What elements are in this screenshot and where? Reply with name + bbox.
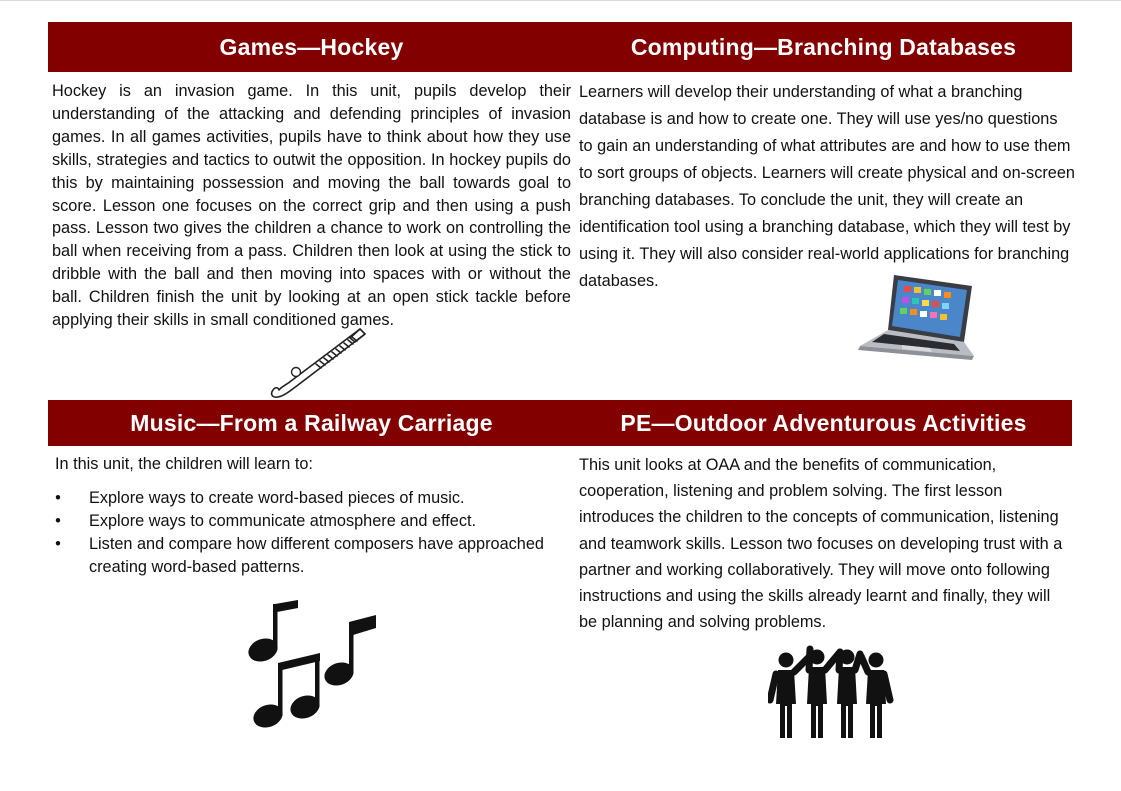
list-item [52, 510, 572, 533]
music-title: Music—From a Railway Carriage [130, 409, 493, 436]
bullet: • [55, 489, 61, 507]
list-item-text: Listen and compare how different composers have approached creating word-based patterns. [89, 535, 544, 576]
bullet: • [55, 512, 61, 530]
list-item-text: Explore ways to create word-based pieces of music. [89, 489, 465, 507]
pe-title: PE—Outdoor Adventurous Activities [620, 409, 1027, 436]
hockey-description: Hockey is an invasion game. In this unit, pupils develop their understanding of the attacking and defending principles of invasion games. In all games activities, pupils have to think about how they use skills, strategies and tactics to outwit the opposition. In hockey pupils do this by maintaining possession and moving the ball towards goal to score. Lesson one focuses on the correct grip and then using a push pass. Lesson two gives the children a chance to work on controlling the ball when receiving from a pass. Children then look at using the stick to dribble with the ball and then moving into spaces with or without the ball. Children finish the unit by looking at an open stick tackle before applying their skills in small conditioned games. [52, 82, 571, 330]
music-objectives-list [52, 487, 572, 579]
list-item-text: Explore ways to communicate atmosphere and effect. [89, 512, 477, 530]
list-item [52, 487, 572, 510]
bottom-header-bar [48, 400, 1072, 446]
teamwork-icon [768, 644, 894, 740]
computing-description: Learners will develop their understanding of what a branching database is and how to create one. They will use yes/no questions to gain an understanding of what attributes are and how to use them to sort groups of objects. Learners will create physical and on-screen branching databases. To conclude the unit, they will create an identification tool using a branching database, which they will test by using it. They will also consider real-world applications for branching databases. [579, 83, 1075, 290]
top-border [0, 0, 1121, 1]
hockey-title: Games—Hockey [219, 33, 404, 60]
list-item [52, 533, 572, 579]
bullet: • [55, 535, 61, 553]
hockey-stick-icon [266, 326, 368, 402]
laptop-icon [850, 272, 978, 368]
top-header-bar [48, 22, 1072, 72]
pe-description: This unit looks at OAA and the benefits of communication, cooperation, listening and problem solving. The first lesson introduces the children to the concepts of communication, listening and teamwork skills. Lesson two focuses on developing trust with a partner and working collaboratively. They will move onto following instructions and using the skills already learnt and finally, they will be planning and solving problems. [579, 456, 1063, 632]
music-notes-icon [246, 598, 380, 730]
computing-title: Computing—Branching Databases [630, 33, 1017, 60]
music-intro: In this unit, the children will learn to: [55, 455, 313, 473]
